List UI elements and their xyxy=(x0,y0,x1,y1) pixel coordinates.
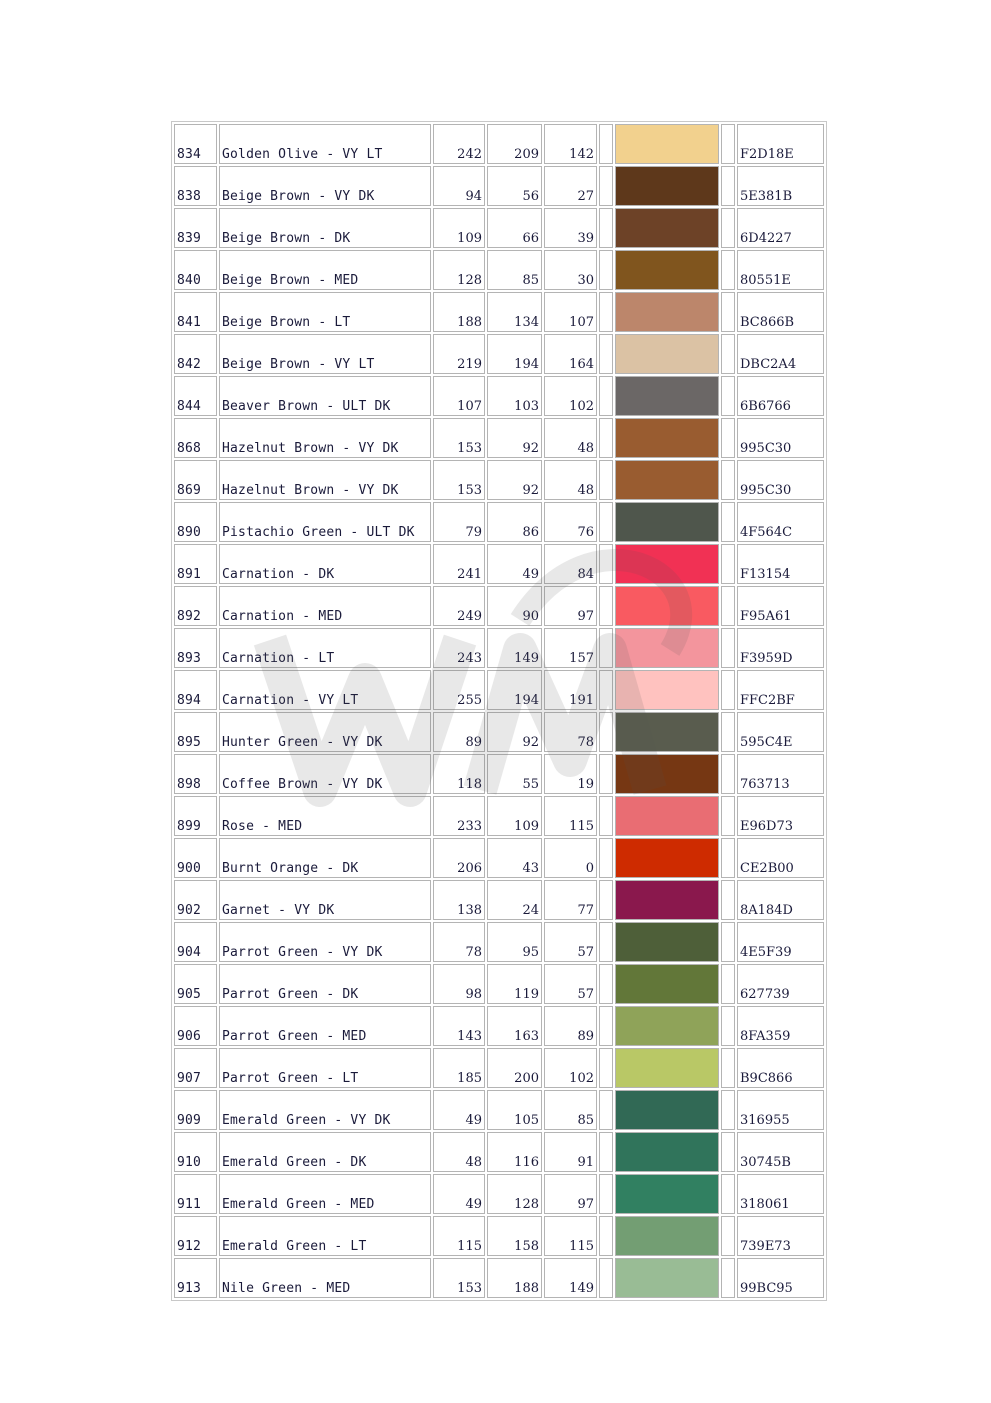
blue-value: 115 xyxy=(544,1216,597,1256)
table-row xyxy=(174,460,824,500)
table-row xyxy=(174,208,824,248)
color-swatch xyxy=(615,1048,719,1088)
color-name: Pistachio Green - ULT DK xyxy=(219,502,431,542)
green-value: 128 xyxy=(487,1174,542,1214)
spacer-cell xyxy=(599,838,613,878)
color-number: 905 xyxy=(174,964,217,1004)
color-name: Golden Olive - VY LT xyxy=(219,124,431,164)
blue-value: 57 xyxy=(544,964,597,1004)
hex-code: 995C30 xyxy=(737,460,824,500)
blue-value: 84 xyxy=(544,544,597,584)
hex-code: F95A61 xyxy=(737,586,824,626)
hex-code: 99BC95 xyxy=(737,1258,824,1298)
hex-code: BC866B xyxy=(737,292,824,332)
table-row xyxy=(174,1090,824,1130)
spacer-cell xyxy=(599,1048,613,1088)
color-swatch xyxy=(615,1132,719,1172)
color-swatch xyxy=(615,922,719,962)
red-value: 98 xyxy=(433,964,485,1004)
spacer-cell xyxy=(721,922,735,962)
hex-code: 4E5F39 xyxy=(737,922,824,962)
table-row xyxy=(174,502,824,542)
color-name: Garnet - VY DK xyxy=(219,880,431,920)
table-row xyxy=(174,754,824,794)
table-row xyxy=(174,922,824,962)
spacer-cell xyxy=(721,1090,735,1130)
color-number: 891 xyxy=(174,544,217,584)
table-row xyxy=(174,670,824,710)
table-row xyxy=(174,376,824,416)
color-name: Rose - MED xyxy=(219,796,431,836)
red-value: 188 xyxy=(433,292,485,332)
green-value: 200 xyxy=(487,1048,542,1088)
spacer-cell xyxy=(721,376,735,416)
color-number: 907 xyxy=(174,1048,217,1088)
table-row xyxy=(174,1174,824,1214)
spacer-cell xyxy=(721,1132,735,1172)
blue-value: 85 xyxy=(544,1090,597,1130)
spacer-cell xyxy=(721,670,735,710)
spacer-cell xyxy=(721,124,735,164)
color-name: Beige Brown - DK xyxy=(219,208,431,248)
spacer-cell xyxy=(599,544,613,584)
hex-code: F13154 xyxy=(737,544,824,584)
red-value: 49 xyxy=(433,1174,485,1214)
spacer-cell xyxy=(721,796,735,836)
green-value: 56 xyxy=(487,166,542,206)
blue-value: 0 xyxy=(544,838,597,878)
table-row xyxy=(174,586,824,626)
table-row xyxy=(174,838,824,878)
color-swatch xyxy=(615,838,719,878)
red-value: 109 xyxy=(433,208,485,248)
color-name: Hunter Green - VY DK xyxy=(219,712,431,752)
color-swatch xyxy=(615,1006,719,1046)
color-number: 841 xyxy=(174,292,217,332)
spacer-cell xyxy=(721,208,735,248)
color-name: Carnation - MED xyxy=(219,586,431,626)
color-name: Emerald Green - MED xyxy=(219,1174,431,1214)
table-row xyxy=(174,880,824,920)
color-name: Coffee Brown - VY DK xyxy=(219,754,431,794)
color-number: 892 xyxy=(174,586,217,626)
spacer-cell xyxy=(721,712,735,752)
color-swatch xyxy=(615,166,719,206)
color-swatch xyxy=(615,460,719,500)
spacer-cell xyxy=(721,838,735,878)
hex-code: B9C866 xyxy=(737,1048,824,1088)
color-swatch xyxy=(615,208,719,248)
green-value: 92 xyxy=(487,712,542,752)
blue-value: 102 xyxy=(544,376,597,416)
spacer-cell xyxy=(599,964,613,1004)
blue-value: 107 xyxy=(544,292,597,332)
table-row xyxy=(174,334,824,374)
spacer-cell xyxy=(599,208,613,248)
color-name: Parrot Green - MED xyxy=(219,1006,431,1046)
hex-code: 739E73 xyxy=(737,1216,824,1256)
hex-code: 318061 xyxy=(737,1174,824,1214)
color-swatch xyxy=(615,1090,719,1130)
color-name: Burnt Orange - DK xyxy=(219,838,431,878)
green-value: 109 xyxy=(487,796,542,836)
blue-value: 102 xyxy=(544,1048,597,1088)
color-swatch xyxy=(615,712,719,752)
hex-code: DBC2A4 xyxy=(737,334,824,374)
spacer-cell xyxy=(599,1174,613,1214)
spacer-cell xyxy=(599,418,613,458)
spacer-cell xyxy=(721,166,735,206)
blue-value: 149 xyxy=(544,1258,597,1298)
color-name: Emerald Green - LT xyxy=(219,1216,431,1256)
table-row xyxy=(174,544,824,584)
blue-value: 89 xyxy=(544,1006,597,1046)
color-swatch xyxy=(615,292,719,332)
color-swatch xyxy=(615,1216,719,1256)
red-value: 49 xyxy=(433,1090,485,1130)
color-number: 898 xyxy=(174,754,217,794)
spacer-cell xyxy=(721,544,735,584)
blue-value: 142 xyxy=(544,124,597,164)
blue-value: 27 xyxy=(544,166,597,206)
color-number: 899 xyxy=(174,796,217,836)
color-number: 839 xyxy=(174,208,217,248)
spacer-cell xyxy=(599,502,613,542)
color-number: 844 xyxy=(174,376,217,416)
color-number: 902 xyxy=(174,880,217,920)
color-number: 838 xyxy=(174,166,217,206)
spacer-cell xyxy=(721,334,735,374)
spacer-cell xyxy=(721,292,735,332)
blue-value: 57 xyxy=(544,922,597,962)
spacer-cell xyxy=(721,502,735,542)
spacer-cell xyxy=(721,1258,735,1298)
green-value: 163 xyxy=(487,1006,542,1046)
hex-code: 5E381B xyxy=(737,166,824,206)
blue-value: 48 xyxy=(544,460,597,500)
color-number: 906 xyxy=(174,1006,217,1046)
spacer-cell xyxy=(599,166,613,206)
blue-value: 91 xyxy=(544,1132,597,1172)
color-number: 869 xyxy=(174,460,217,500)
spacer-cell xyxy=(599,922,613,962)
color-number: 834 xyxy=(174,124,217,164)
blue-value: 76 xyxy=(544,502,597,542)
green-value: 49 xyxy=(487,544,542,584)
table-row xyxy=(174,124,824,164)
color-name: Hazelnut Brown - VY DK xyxy=(219,418,431,458)
spacer-cell xyxy=(721,754,735,794)
color-swatch xyxy=(615,670,719,710)
spacer-cell xyxy=(599,1258,613,1298)
hex-code: 6B6766 xyxy=(737,376,824,416)
blue-value: 97 xyxy=(544,586,597,626)
blue-value: 78 xyxy=(544,712,597,752)
hex-code: 8FA359 xyxy=(737,1006,824,1046)
spacer-cell xyxy=(599,1006,613,1046)
color-name: Emerald Green - DK xyxy=(219,1132,431,1172)
table-row xyxy=(174,712,824,752)
hex-code: F2D18E xyxy=(737,124,824,164)
color-swatch xyxy=(615,1174,719,1214)
color-number: 912 xyxy=(174,1216,217,1256)
color-number: 895 xyxy=(174,712,217,752)
green-value: 43 xyxy=(487,838,542,878)
hex-code: F3959D xyxy=(737,628,824,668)
color-number: 900 xyxy=(174,838,217,878)
spacer-cell xyxy=(599,586,613,626)
spacer-cell xyxy=(721,880,735,920)
spacer-cell xyxy=(721,1216,735,1256)
green-value: 86 xyxy=(487,502,542,542)
red-value: 249 xyxy=(433,586,485,626)
color-name: Hazelnut Brown - VY DK xyxy=(219,460,431,500)
hex-code: 595C4E xyxy=(737,712,824,752)
spacer-cell xyxy=(599,670,613,710)
hex-code: 6D4227 xyxy=(737,208,824,248)
color-number: 840 xyxy=(174,250,217,290)
color-name: Carnation - VY LT xyxy=(219,670,431,710)
blue-value: 115 xyxy=(544,796,597,836)
spacer-cell xyxy=(721,964,735,1004)
color-number: 911 xyxy=(174,1174,217,1214)
color-name: Parrot Green - VY DK xyxy=(219,922,431,962)
color-number: 913 xyxy=(174,1258,217,1298)
red-value: 94 xyxy=(433,166,485,206)
spacer-cell xyxy=(599,1132,613,1172)
spacer-cell xyxy=(599,880,613,920)
spacer-cell xyxy=(721,418,735,458)
spacer-cell xyxy=(599,460,613,500)
green-value: 90 xyxy=(487,586,542,626)
color-swatch xyxy=(615,754,719,794)
green-value: 85 xyxy=(487,250,542,290)
hex-code: 316955 xyxy=(737,1090,824,1130)
red-value: 143 xyxy=(433,1006,485,1046)
spacer-cell xyxy=(599,1216,613,1256)
red-value: 79 xyxy=(433,502,485,542)
table-row xyxy=(174,166,824,206)
color-chart-body xyxy=(174,124,824,1298)
hex-code: FFC2BF xyxy=(737,670,824,710)
spacer-cell xyxy=(721,1006,735,1046)
blue-value: 30 xyxy=(544,250,597,290)
hex-code: 8A184D xyxy=(737,880,824,920)
color-swatch xyxy=(615,418,719,458)
red-value: 153 xyxy=(433,418,485,458)
spacer-cell xyxy=(721,1174,735,1214)
table-row xyxy=(174,796,824,836)
color-name: Emerald Green - VY DK xyxy=(219,1090,431,1130)
color-name: Parrot Green - DK xyxy=(219,964,431,1004)
color-swatch xyxy=(615,1258,719,1298)
green-value: 134 xyxy=(487,292,542,332)
table-row xyxy=(174,1132,824,1172)
red-value: 118 xyxy=(433,754,485,794)
color-chart-table xyxy=(171,121,827,1301)
spacer-cell xyxy=(599,124,613,164)
green-value: 119 xyxy=(487,964,542,1004)
spacer-cell xyxy=(599,292,613,332)
color-swatch xyxy=(615,586,719,626)
color-name: Beige Brown - VY LT xyxy=(219,334,431,374)
spacer-cell xyxy=(721,1048,735,1088)
table-row xyxy=(174,628,824,668)
hex-code: 627739 xyxy=(737,964,824,1004)
color-number: 910 xyxy=(174,1132,217,1172)
color-number: 909 xyxy=(174,1090,217,1130)
color-number: 893 xyxy=(174,628,217,668)
green-value: 209 xyxy=(487,124,542,164)
green-value: 194 xyxy=(487,670,542,710)
color-swatch xyxy=(615,544,719,584)
color-swatch xyxy=(615,880,719,920)
color-name: Carnation - DK xyxy=(219,544,431,584)
color-swatch xyxy=(615,628,719,668)
color-swatch xyxy=(615,124,719,164)
blue-value: 39 xyxy=(544,208,597,248)
blue-value: 157 xyxy=(544,628,597,668)
green-value: 194 xyxy=(487,334,542,374)
spacer-cell xyxy=(599,334,613,374)
table-row xyxy=(174,1216,824,1256)
red-value: 242 xyxy=(433,124,485,164)
color-number: 842 xyxy=(174,334,217,374)
table-row xyxy=(174,964,824,1004)
red-value: 241 xyxy=(433,544,485,584)
color-swatch xyxy=(615,334,719,374)
color-name: Beige Brown - LT xyxy=(219,292,431,332)
blue-value: 97 xyxy=(544,1174,597,1214)
color-swatch xyxy=(615,796,719,836)
green-value: 188 xyxy=(487,1258,542,1298)
green-value: 116 xyxy=(487,1132,542,1172)
blue-value: 164 xyxy=(544,334,597,374)
hex-code: 4F564C xyxy=(737,502,824,542)
table-row xyxy=(174,1258,824,1298)
color-name: Beaver Brown - ULT DK xyxy=(219,376,431,416)
color-number: 868 xyxy=(174,418,217,458)
blue-value: 77 xyxy=(544,880,597,920)
green-value: 105 xyxy=(487,1090,542,1130)
green-value: 158 xyxy=(487,1216,542,1256)
color-swatch xyxy=(615,502,719,542)
color-swatch xyxy=(615,964,719,1004)
blue-value: 48 xyxy=(544,418,597,458)
spacer-cell xyxy=(721,250,735,290)
green-value: 92 xyxy=(487,460,542,500)
green-value: 66 xyxy=(487,208,542,248)
spacer-cell xyxy=(599,796,613,836)
spacer-cell xyxy=(721,586,735,626)
red-value: 219 xyxy=(433,334,485,374)
table-row xyxy=(174,418,824,458)
hex-code: CE2B00 xyxy=(737,838,824,878)
green-value: 95 xyxy=(487,922,542,962)
color-number: 894 xyxy=(174,670,217,710)
hex-code: E96D73 xyxy=(737,796,824,836)
red-value: 153 xyxy=(433,1258,485,1298)
green-value: 103 xyxy=(487,376,542,416)
spacer-cell xyxy=(721,628,735,668)
hex-code: 30745B xyxy=(737,1132,824,1172)
red-value: 255 xyxy=(433,670,485,710)
color-name: Carnation - LT xyxy=(219,628,431,668)
spacer-cell xyxy=(599,628,613,668)
table-row xyxy=(174,250,824,290)
green-value: 55 xyxy=(487,754,542,794)
blue-value: 191 xyxy=(544,670,597,710)
red-value: 48 xyxy=(433,1132,485,1172)
color-swatch xyxy=(615,250,719,290)
red-value: 115 xyxy=(433,1216,485,1256)
hex-code: 80551E xyxy=(737,250,824,290)
red-value: 153 xyxy=(433,460,485,500)
spacer-cell xyxy=(599,1090,613,1130)
red-value: 107 xyxy=(433,376,485,416)
red-value: 89 xyxy=(433,712,485,752)
table-row xyxy=(174,1048,824,1088)
red-value: 78 xyxy=(433,922,485,962)
red-value: 233 xyxy=(433,796,485,836)
hex-code: 763713 xyxy=(737,754,824,794)
red-value: 128 xyxy=(433,250,485,290)
hex-code: 995C30 xyxy=(737,418,824,458)
green-value: 24 xyxy=(487,880,542,920)
spacer-cell xyxy=(599,712,613,752)
color-name: Beige Brown - MED xyxy=(219,250,431,290)
green-value: 149 xyxy=(487,628,542,668)
spacer-cell xyxy=(599,376,613,416)
blue-value: 19 xyxy=(544,754,597,794)
color-number: 904 xyxy=(174,922,217,962)
red-value: 206 xyxy=(433,838,485,878)
color-name: Nile Green - MED xyxy=(219,1258,431,1298)
red-value: 138 xyxy=(433,880,485,920)
spacer-cell xyxy=(599,754,613,794)
color-swatch xyxy=(615,376,719,416)
red-value: 243 xyxy=(433,628,485,668)
red-value: 185 xyxy=(433,1048,485,1088)
green-value: 92 xyxy=(487,418,542,458)
spacer-cell xyxy=(599,250,613,290)
color-name: Beige Brown - VY DK xyxy=(219,166,431,206)
table-row xyxy=(174,1006,824,1046)
color-name: Parrot Green - LT xyxy=(219,1048,431,1088)
color-number: 890 xyxy=(174,502,217,542)
spacer-cell xyxy=(721,460,735,500)
table-row xyxy=(174,292,824,332)
